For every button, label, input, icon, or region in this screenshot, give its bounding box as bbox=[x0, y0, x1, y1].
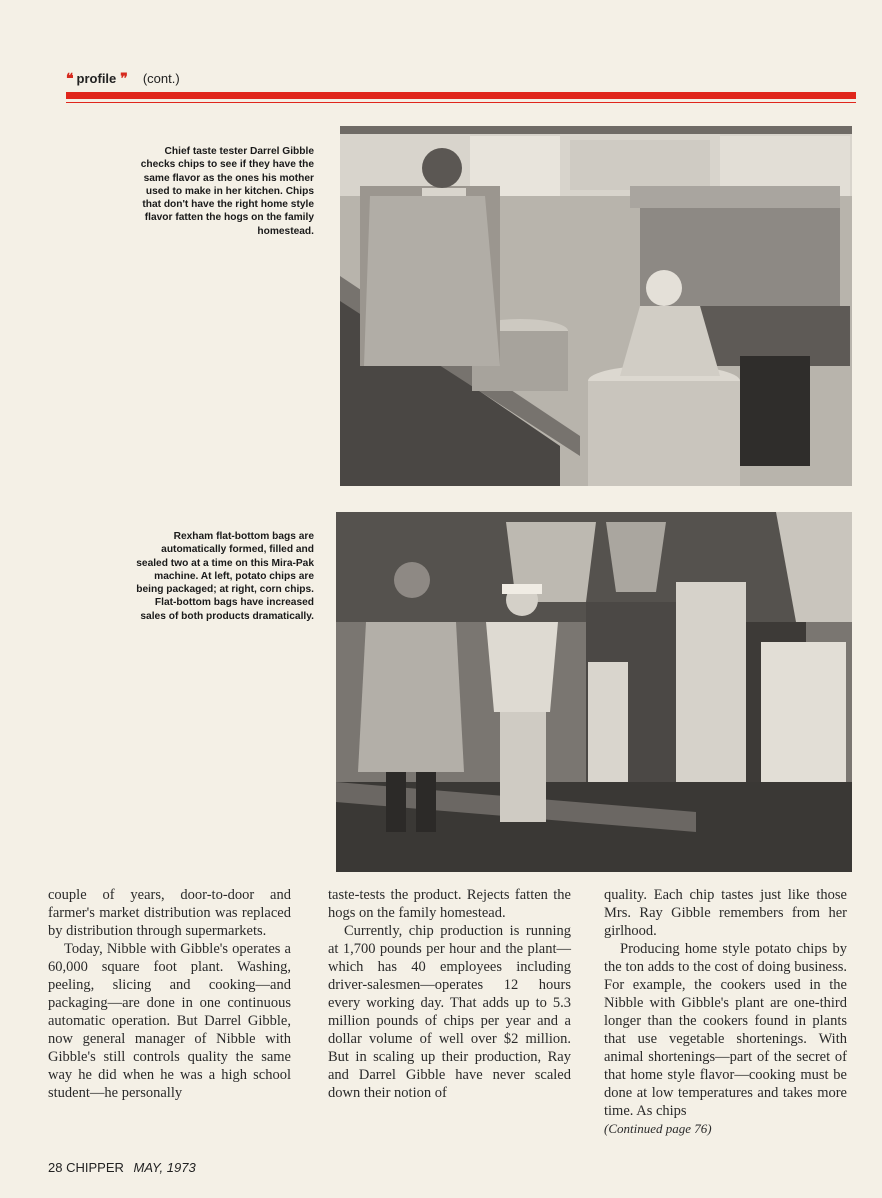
col2-paragraph-2: Currently, chip production is running at 1,700 pounds per hour and the plant—which has 40 employees including driver-salesmen—operates 12 hours every working day. That adds up to 5.3 million pounds of chips per year and a dollar volume of well over $2 million. But in scaling up their production, Ray and Darrel Gibble have never scaled down their notion of bbox=[328, 923, 571, 1101]
article-column-3 bbox=[604, 886, 847, 1138]
photo2-caption: Rexham flat-bottom bags are automatically formed, filled and sealed two at a time on this Mira-Pak machine. At left, potato chips are being packaged; at right, corn chips. Flat-bottom bags have increased sales of both products dramatically. bbox=[136, 531, 314, 622]
close-quote-icon: ❞ bbox=[120, 70, 127, 86]
article-column-1 bbox=[48, 886, 291, 1102]
section-continued-label: (cont.) bbox=[142, 71, 180, 86]
photo1-caption: Chief taste tester Darrel Gibble checks chips to see if they have the same flavor as the ones his mother used to make in her kitchen. Chips that don't have the right home style flavor fatten the hogs on the family homestead. bbox=[140, 146, 314, 237]
photo-taste-tester-image bbox=[340, 126, 852, 486]
photo-packaging-machine bbox=[336, 512, 852, 872]
section-header bbox=[66, 70, 180, 87]
header-rule-thick bbox=[66, 92, 856, 99]
article-column-2 bbox=[328, 886, 571, 1102]
photo-taste-tester bbox=[340, 126, 852, 486]
magazine-name: CHIPPER bbox=[66, 1160, 124, 1175]
issue-date: MAY, 1973 bbox=[133, 1160, 196, 1175]
col3-paragraph-2: Producing home style potato chips by the ton adds to the cost of doing business. For example, the cookers used in the Nibble with Gibble's plant are one-third longer than the cookers found in plants that use vegetable shortenings. With animal shortenings—part of the secret of that home style flavor—cooking must be done at low temperatures and takes more time. As chips bbox=[604, 941, 847, 1119]
col2-paragraph-1: taste-tests the product. Rejects fatten the hogs on the family homestead. bbox=[328, 887, 571, 921]
col1-paragraph-1: couple of years, door-to-door and farmer's market distribution was replaced by distribution through supermarkets. bbox=[48, 887, 291, 939]
page-footer bbox=[48, 1160, 196, 1175]
col1-paragraph-2: Today, Nibble with Gibble's operates a 60,000 square foot plant. Washing, peeling, slicing and cooking—and packaging—are done in one continuous automatic operation. But Darrel Gibble, now general manager of Nibble with Gibble's still controls quality the same way he did when he was a high school student—he personally bbox=[48, 941, 291, 1101]
header-rule-thin bbox=[66, 102, 856, 103]
page-number: 28 bbox=[48, 1160, 63, 1175]
continued-note: (Continued page 76) bbox=[604, 1121, 712, 1136]
photo-packaging-machine-image bbox=[336, 512, 852, 872]
col3-paragraph-1: quality. Each chip tastes just like those Mrs. Ray Gibble remembers from her girlhood. bbox=[604, 887, 847, 939]
section-title: profile bbox=[76, 71, 117, 86]
open-quote-icon: ❝ bbox=[66, 70, 73, 86]
